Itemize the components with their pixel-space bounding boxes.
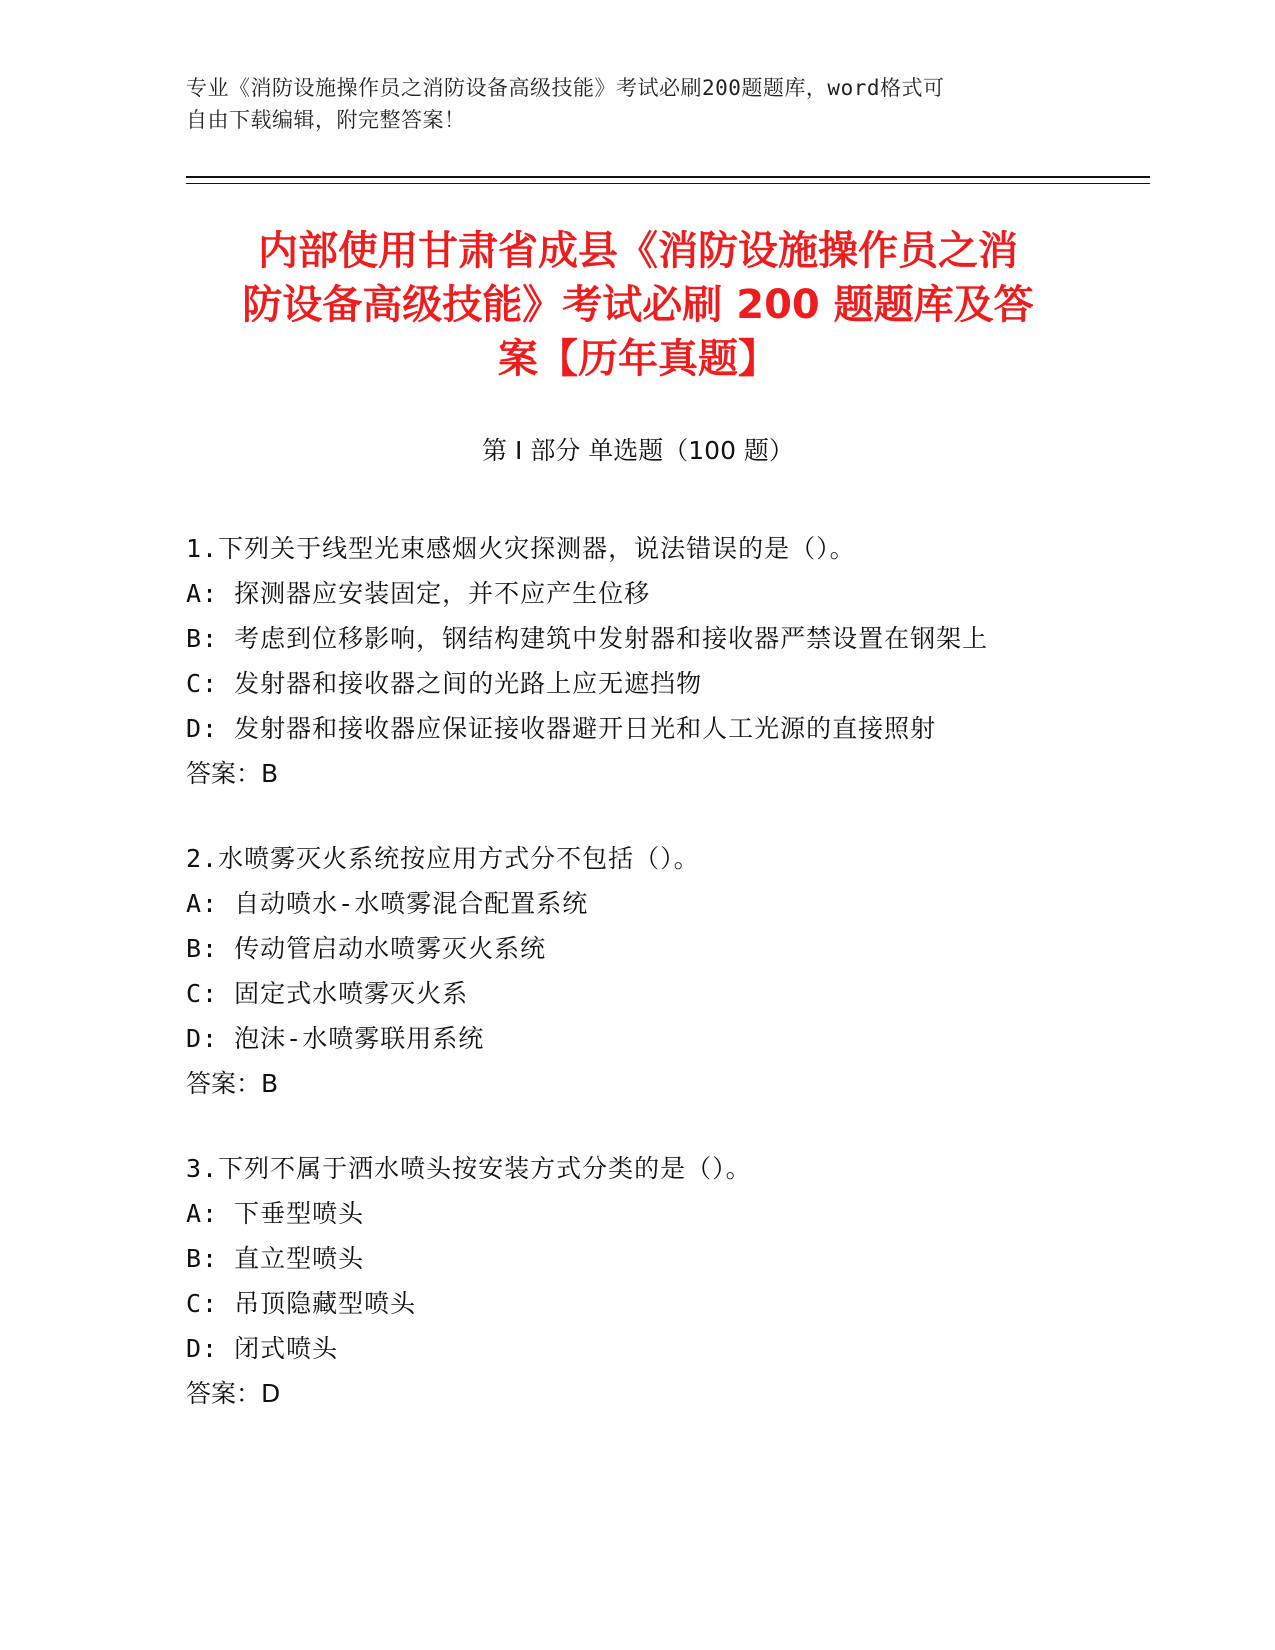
answer: 答案：B [186, 759, 279, 788]
answer: 答案：B [186, 1069, 279, 1098]
option-b: B: 传动管启动水喷雾灭火系统 [186, 934, 547, 963]
option-c: C: 发射器和接收器之间的光路上应无遮挡物 [186, 669, 703, 698]
option-b: B: 考虑到位移影响，钢结构建筑中发射器和接收器严禁设置在钢架上 [186, 624, 989, 653]
answer: 答案：D [186, 1379, 281, 1408]
header-note-line-2: 自由下载编辑，附完整答案！ [186, 108, 466, 132]
option-a: A: 下垂型喷头 [186, 1199, 365, 1228]
option-d: D: 泡沫-水喷雾联用系统 [186, 1024, 485, 1053]
question-2 [186, 836, 1146, 1106]
option-b: B: 直立型喷头 [186, 1244, 365, 1273]
option-c: C: 吊顶隐藏型喷头 [186, 1289, 417, 1318]
section-title: 第 I 部分 单选题（100 题） [482, 436, 794, 465]
question-stem: 2.水喷雾灭火系统按应用方式分不包括（）。 [186, 844, 700, 873]
header-note-line-1: 专业《消防设施操作员之消防设备高级技能》考试必刷200题题库，word格式可 [186, 76, 945, 100]
document-title-line-3: 案【历年真题】 [498, 336, 778, 382]
document-title-line-1: 内部使用甘肃省成县《消防设施操作员之消 [258, 228, 1018, 274]
option-d: D: 发射器和接收器应保证接收器避开日光和人工光源的直接照射 [186, 714, 937, 743]
option-c: C: 固定式水喷雾灭火系 [186, 979, 469, 1008]
question-list [186, 526, 1146, 1456]
header-divider-thick [186, 176, 1150, 178]
option-a: A: 探测器应安装固定，并不应产生位移 [186, 579, 651, 608]
option-d: D: 闭式喷头 [186, 1334, 339, 1363]
option-a: A: 自动喷水-水喷雾混合配置系统 [186, 889, 589, 918]
header-note [186, 72, 1066, 136]
document-title [186, 224, 1090, 386]
question-3 [186, 1146, 1146, 1416]
document-title-line-2: 防设备高级技能》考试必刷 200 题题库及答 [242, 282, 1034, 328]
question-stem: 3.下列不属于洒水喷头按安装方式分类的是（）。 [186, 1154, 752, 1183]
header-divider-thin [186, 183, 1150, 184]
question-stem: 1.下列关于线型光束感烟火灾探测器，说法错误的是（）。 [186, 534, 856, 563]
question-1 [186, 526, 1146, 796]
